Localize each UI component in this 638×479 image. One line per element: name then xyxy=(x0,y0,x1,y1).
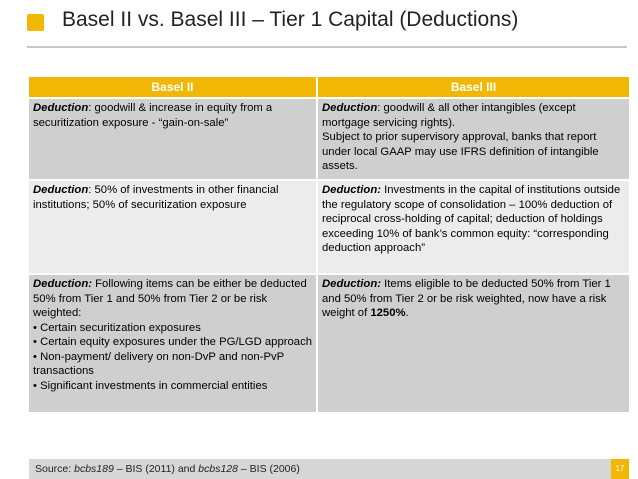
deduction-keyword: Deduction xyxy=(322,102,378,114)
cell-text-end: . xyxy=(405,307,409,319)
source-suffix: – BIS (2006) xyxy=(237,463,300,475)
deduction-keyword: Deduction: xyxy=(322,278,381,290)
deduction-keyword: Deduction xyxy=(33,102,89,114)
cell-text: : goodwill & all other intangibles (except mortgage servicing rights). xyxy=(322,102,576,129)
cell-basel-iii xyxy=(317,274,629,412)
cell-basel-ii xyxy=(29,274,317,412)
cell-basel-iii xyxy=(317,180,629,274)
risk-weight-value: 1250% xyxy=(370,307,406,319)
bullet-item: • Significant investments in commercial entities xyxy=(33,379,268,392)
title-divider xyxy=(27,46,627,48)
cell-basel-iii xyxy=(317,98,629,180)
table-row xyxy=(29,98,629,180)
source-citation xyxy=(35,463,300,475)
cell-basel-ii xyxy=(29,98,317,180)
footer-bar xyxy=(29,459,629,479)
comparison-table-container xyxy=(29,77,629,412)
bullet-item: • Non-payment/ delivery on non-DvP and non-PvP transactions xyxy=(33,350,284,377)
table-row xyxy=(29,274,629,412)
cell-text: Investments in the capital of institutions outside the regulatory scope of consolidation – 100% deduction of reciprocal cross-holding of capital; deduction of holdings exceeding 10% of bank’s common equity: “corresponding deduction approach” xyxy=(322,184,621,254)
cell-text: : 50% of investments in other financial institutions; 50% of securitization exposure xyxy=(33,184,279,211)
table-header-row xyxy=(29,77,629,98)
comparison-table xyxy=(29,77,629,412)
deduction-keyword: Deduction: xyxy=(322,184,381,196)
page-number: 17 xyxy=(611,459,629,479)
bullet-item: • Certain securitization exposures xyxy=(33,321,201,334)
bullet-item: • Certain equity exposures under the PG/LGD approach xyxy=(33,336,313,348)
cell-basel-ii xyxy=(29,180,317,274)
slide-title: Basel II vs. Basel III – Tier 1 Capital (Deductions) xyxy=(62,8,519,31)
source-prefix: Source: xyxy=(35,463,75,475)
cell-text: Items eligible to be deducted 50% from Tier 1 and 50% from Tier 2 or be risk weighted, now have a risk weight of xyxy=(322,278,611,319)
cell-text: Following items can be either be deducted 50% from Tier 1 and 50% from Tier 2 or be risk weighted: xyxy=(33,278,307,319)
source-ref-2: bcbs128 xyxy=(198,463,238,475)
deduction-keyword: Deduction: xyxy=(33,278,92,290)
deduction-keyword: Deduction xyxy=(33,184,89,196)
cell-text: : goodwill & increase in equity from a securitization exposure - “gain-on-sale” xyxy=(33,102,273,129)
header-basel-iii: Basel III xyxy=(317,77,629,98)
title-bullet-icon xyxy=(27,14,44,31)
header-basel-ii: Basel II xyxy=(29,77,317,98)
source-ref-1: bcbs189 xyxy=(74,463,114,475)
table-row xyxy=(29,180,629,274)
source-mid: – BIS (2011) and xyxy=(113,463,199,475)
cell-extra-text: Subject to prior supervisory approval, banks that report under local GAAP may use IFRS definition of intangible assets. xyxy=(322,131,599,172)
